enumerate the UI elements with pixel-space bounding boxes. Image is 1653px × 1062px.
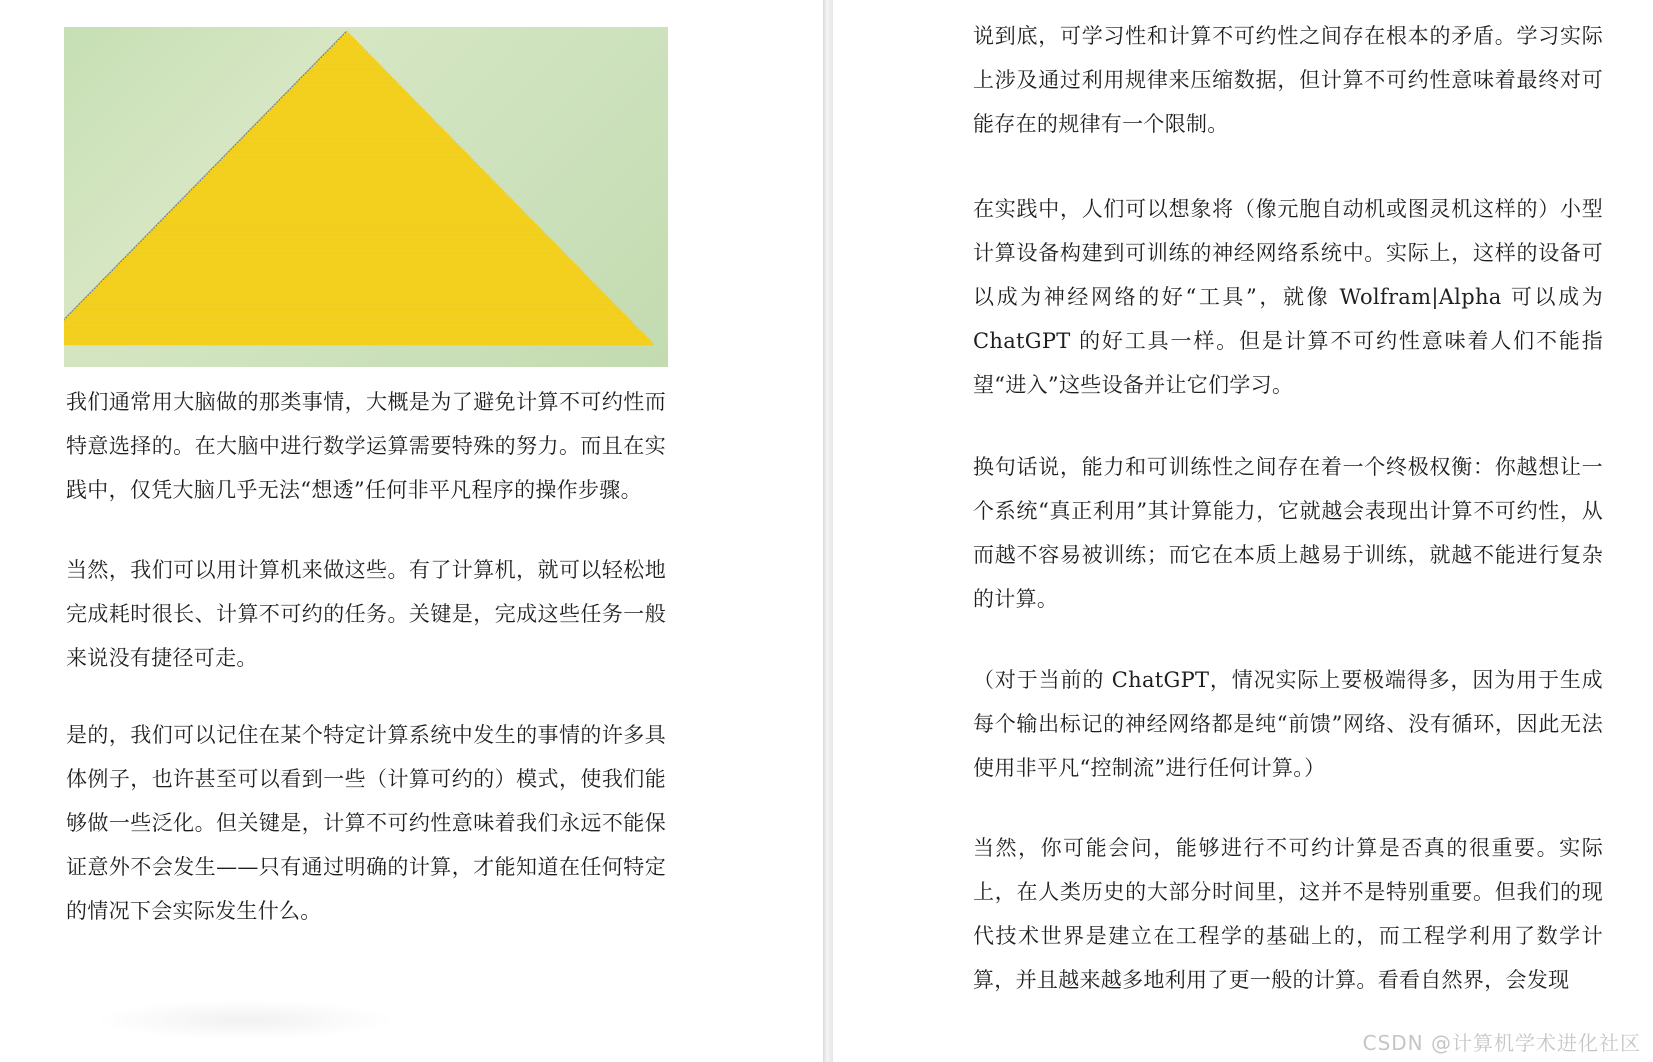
cellular-automaton-figure — [64, 27, 668, 367]
left-paragraph-1: 我们通常用大脑做的那类事情，大概是为了避免计算不可约性而特意选择的。在大脑中进行数学运算需要特殊的努力。而且在实践中，仅凭大脑几乎无法“想透”任何非平凡程序的操作步骤。 — [66, 390, 666, 502]
right-page — [833, 0, 1653, 1062]
left-paragraph-3: 是的，我们可以记住在某个特定计算系统中发生的事情的许多具体例子，也许甚至可以看到一些（计算可约的）模式，使我们能够做一些泛化。但关键是，计算不可约性意味着我们永远不能保证意外不会发生——只有通过明确的计算，才能知道在任何特定的情况下会实际发生什么。 — [66, 723, 666, 923]
right-paragraph-4: （对于当前的 ChatGPT，情况实际上要极端得多，因为用于生成每个输出标记的神经网络都是纯“前馈”网络、没有循环，因此无法使用非平凡“控制流”进行任何计算。） — [973, 668, 1603, 780]
right-paragraph-5: 当然，你可能会问，能够进行不可约计算是否真的很重要。实际上，在人类历史的大部分时间里，这并不是特别重要。但我们的现代技术世界是建立在工程学的基础上的，而工程学利用了数学计算，并且越来越多地利用了更一般的计算。看看自然界，会发现 — [973, 836, 1603, 992]
right-paragraph-1: 说到底，可学习性和计算不可约性之间存在根本的矛盾。学习实际上涉及通过利用规律来压缩数据，但计算不可约性意味着最终对可能存在的规律有一个限制。 — [973, 24, 1603, 136]
book-gutter — [823, 0, 833, 1062]
csdn-watermark: CSDN @计算机学术进化社区 — [1362, 1031, 1641, 1055]
cellular-automaton-image — [64, 27, 668, 367]
scan-smudge — [95, 1000, 395, 1040]
right-paragraph-3: 换句话说，能力和可训练性之间存在着一个终极权衡：你越想让一个系统“真正利用”其计算能力，它就越会表现出计算不可约性，从而越不容易被训练；而它在本质上越易于训练，就越不能进行复杂的计算。 — [973, 455, 1603, 611]
left-page — [0, 0, 823, 1062]
automaton-cells — [64, 31, 654, 345]
right-paragraph-2: 在实践中，人们可以想象将（像元胞自动机或图灵机这样的）小型计算设备构建到可训练的神经网络系统中。实际上，这样的设备可以成为神经网络的好“工具”，就像 Wolfram|Alpha 可以成为 ChatGPT 的好工具一样。但是计算不可约性意味着人们不能指望“进入”这些设备并让它们学习。 — [973, 197, 1603, 397]
left-paragraph-2: 当然，我们可以用计算机来做这些。有了计算机，就可以轻松地完成耗时很长、计算不可约的任务。关键是，完成这些任务一般来说没有捷径可走。 — [66, 558, 666, 670]
